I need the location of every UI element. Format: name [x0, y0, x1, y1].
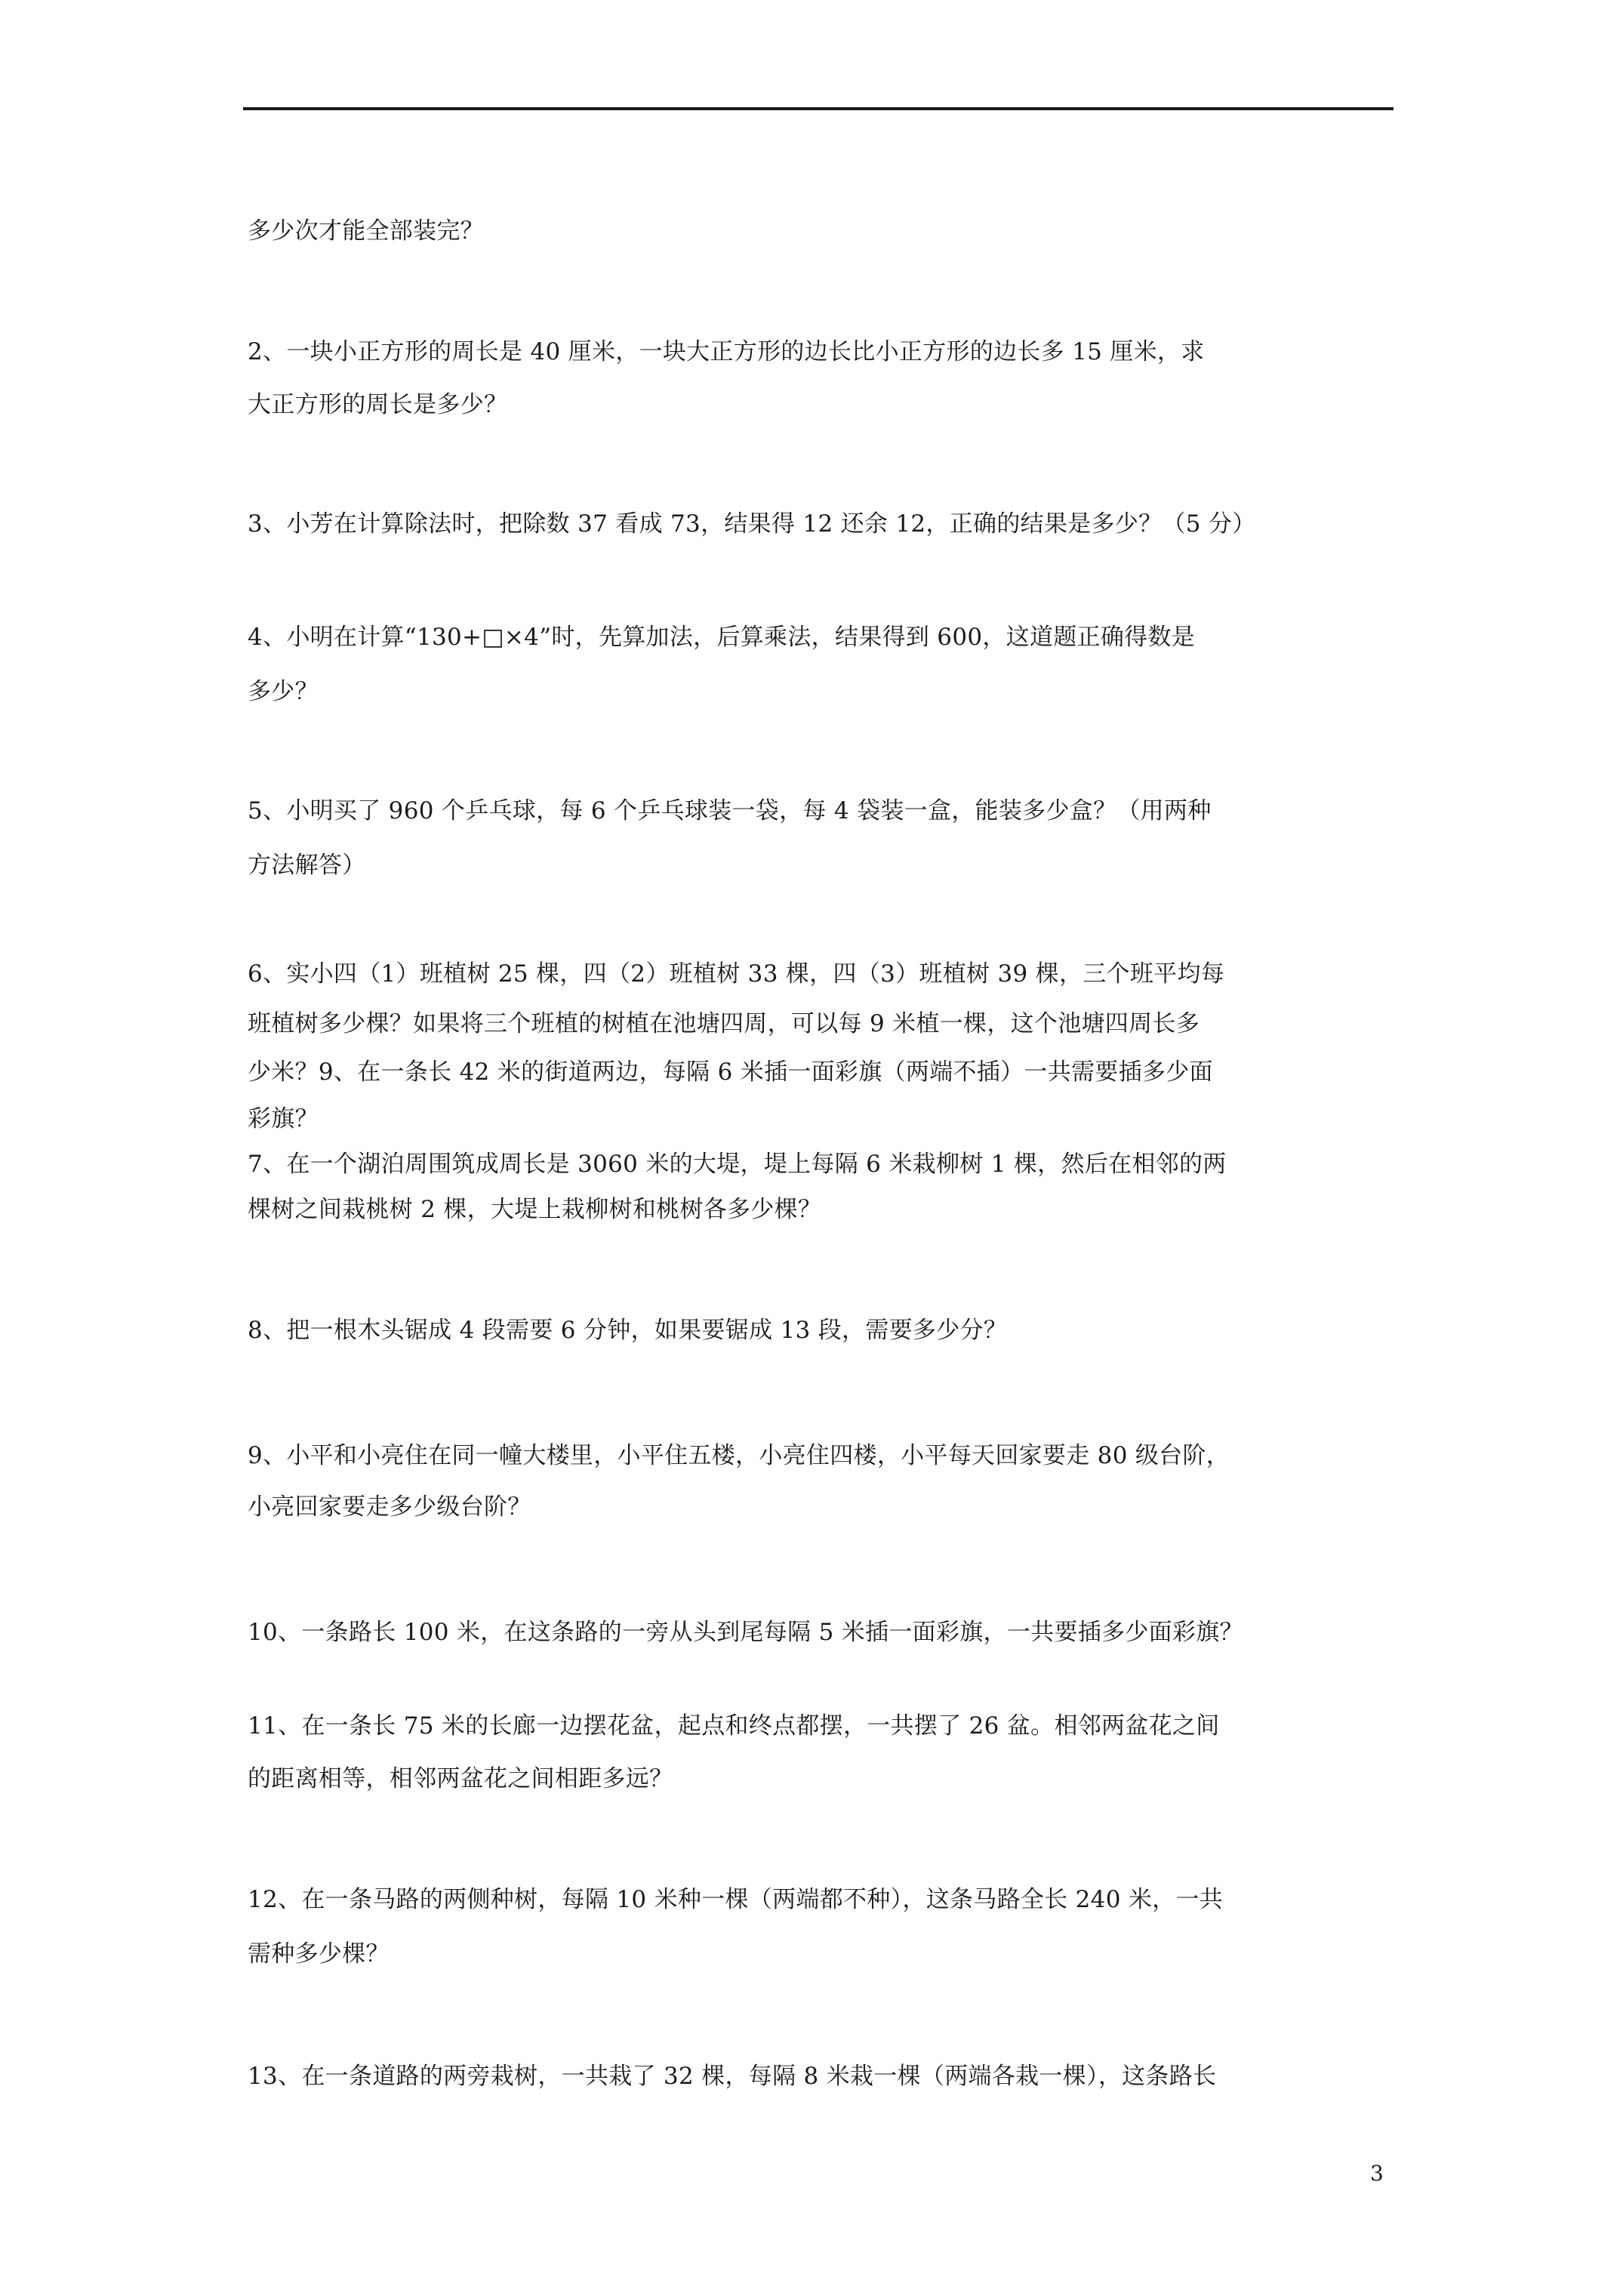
text-line: 3、小芳在计算除法时，把除数 37 看成 73，结果得 12 还余 12，正确的结果是多少？（5 分）: [248, 510, 1256, 538]
text-line: 4、小明在计算“130+□×4”时，先算加法，后算乘法，结果得到 600，这道题正确得数是: [248, 624, 1196, 651]
text-line: 少米？9、在一条长 42 米的街道两边，每隔 6 米插一面彩旗（两端不插）一共需要插多少面: [248, 1059, 1213, 1086]
text-line: 8、把一根木头锯成 4 段需要 6 分钟，如果要锯成 13 段，需要多少分？: [248, 1317, 1008, 1344]
text-line: 小亮回家要走多少级台阶？: [248, 1493, 531, 1521]
text-line: 13、在一条道路的两旁栽树，一共栽了 32 棵，每隔 8 米栽一棵（两端各栽一棵），这条路长: [248, 2063, 1217, 2090]
text-line: 7、在一个湖泊周围筑成周长是 3060 米的大堤，堤上每隔 6 米栽柳树 1 棵，然后在相邻的两: [248, 1151, 1227, 1178]
text-line: 多少次才能全部装完？: [248, 217, 484, 245]
text-line: 的距离相等，相邻两盆花之间相距多远？: [248, 1765, 673, 1792]
text-line: 大正方形的周长是多少？: [248, 391, 508, 418]
text-line: 11、在一条长 75 米的长廊一边摆花盆，起点和终点都摆，一共摆了 26 盆。相邻两盆花之间: [248, 1712, 1220, 1740]
page-number: 3: [1370, 2161, 1384, 2186]
text-line: 5、小明买了 960 个乒乓球，每 6 个乒乓球装一袋，每 4 袋装一盒，能装多少盒？（用两种: [248, 797, 1212, 824]
text-line: 棵树之间栽桃树 2 棵，大堤上栽柳树和桃树各多少棵？: [248, 1196, 822, 1223]
text-line: 班植树多少棵？如果将三个班植的树植在池塘四周，可以每 9 米植一棵，这个池塘四周长多: [248, 1010, 1200, 1037]
header-rule: [243, 107, 1394, 110]
text-line: 9、小平和小亮住在同一幢大楼里，小平住五楼，小亮住四楼，小平每天回家要走 80 级台阶，: [248, 1442, 1230, 1469]
text-line: 2、一块小正方形的周长是 40 厘米，一块大正方形的边长比小正方形的边长多 15 厘米，求: [248, 338, 1205, 365]
text-line: 12、在一条马路的两侧种树，每隔 10 米种一棵（两端都不种），这条马路全长 240 米，一共: [248, 1886, 1224, 1913]
text-line: 需种多少棵？: [248, 1940, 390, 1968]
text-line: 6、实小四（1）班植树 25 棵，四（2）班植树 33 棵，四（3）班植树 39 棵，三个班平均每: [248, 960, 1225, 988]
text-line: 彩旗？: [248, 1105, 319, 1133]
text-line: 10、一条路长 100 米，在这条路的一旁从头到尾每隔 5 米插一面彩旗，一共要插多少面彩旗？: [248, 1619, 1243, 1646]
text-line: 方法解答）: [248, 852, 366, 879]
text-line: 多少？: [248, 678, 319, 705]
